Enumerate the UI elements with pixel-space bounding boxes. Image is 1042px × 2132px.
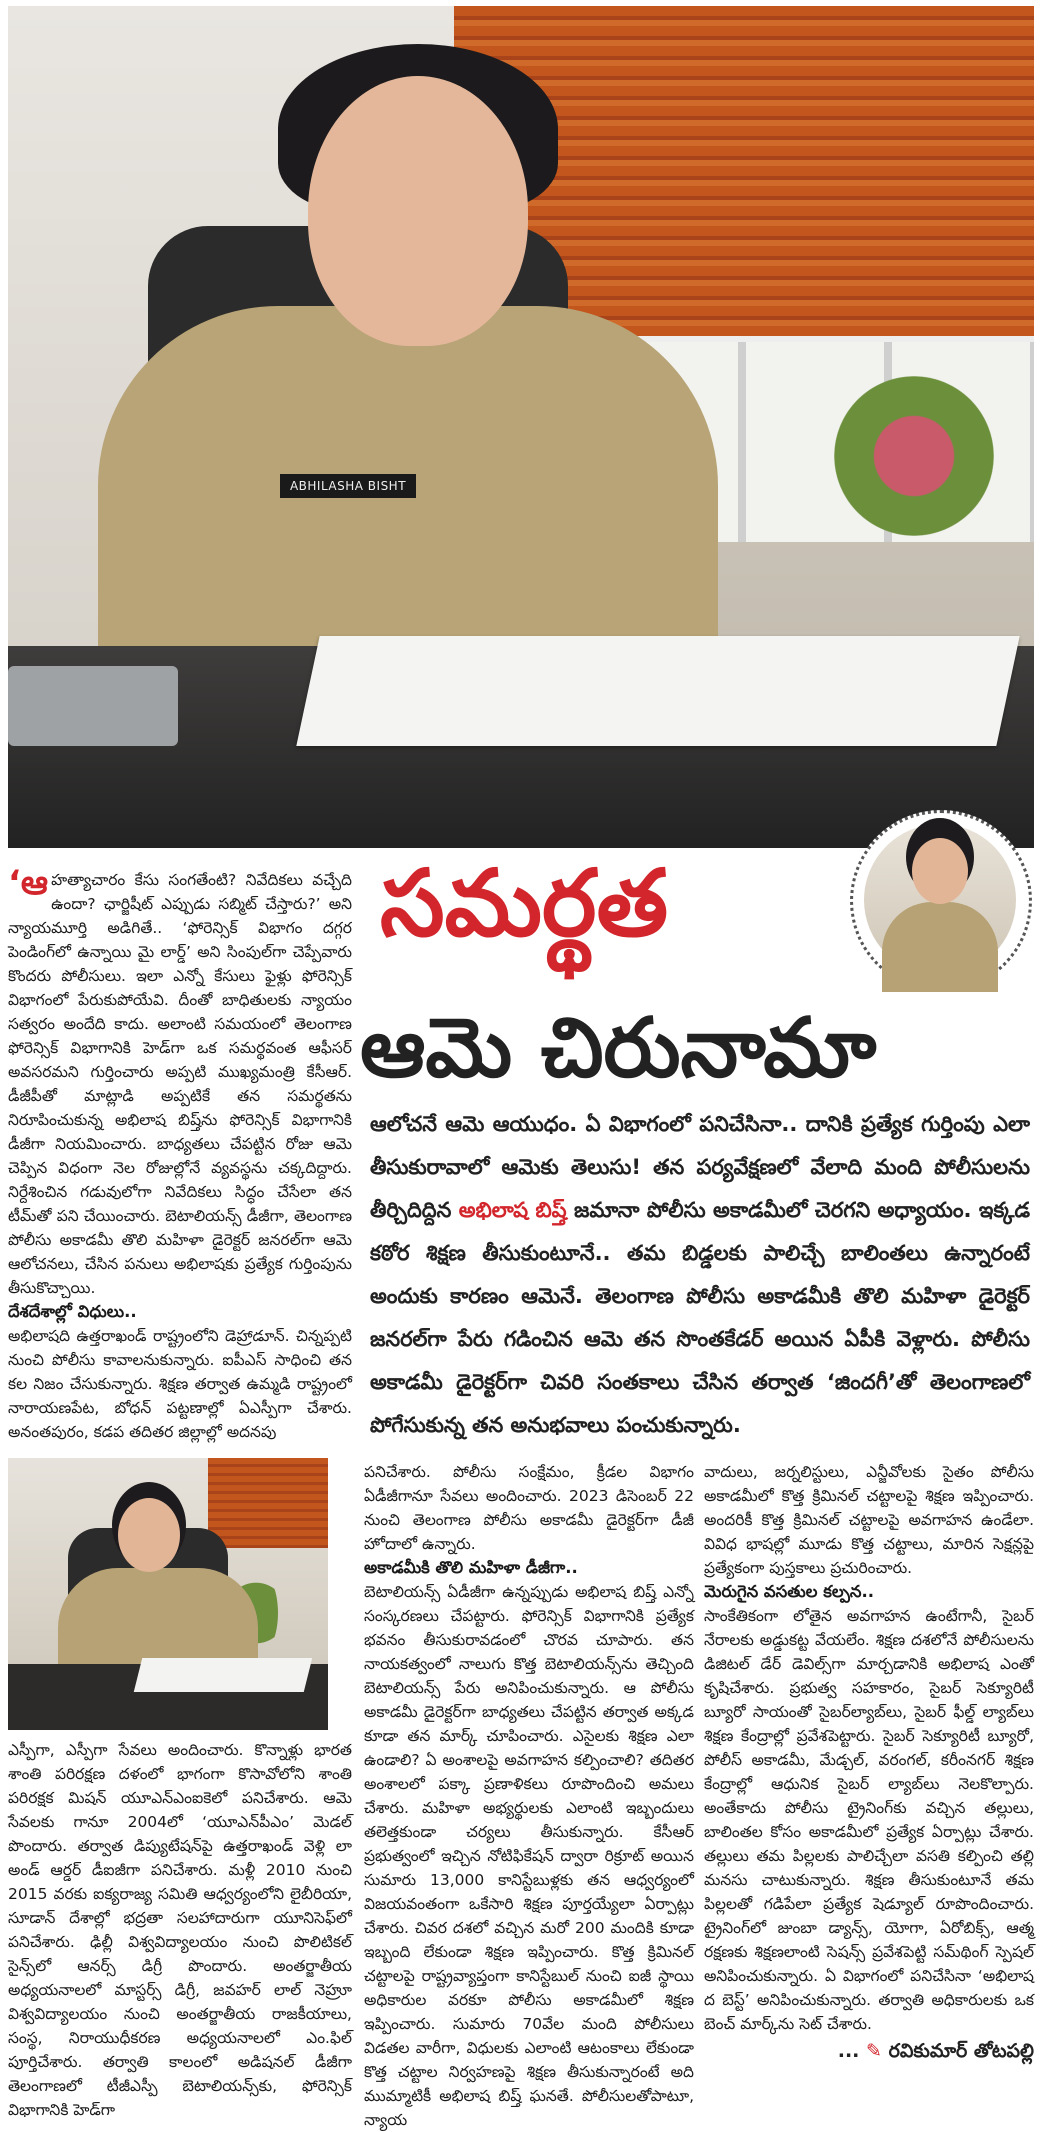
paragraph-facilities: సాంకేతికంగా లోతైన అవగాహన ఉంటేగానీ, సైబర్ నేరాలకు అడ్డుకట్ట వేయలేం. శిక్షణ దశలోనే పోలీసులను డిజిటల్ డేర్ డెవిల్స్‌గా మార్చడానికి అభిలాష ఎంతో కృషిచేశారు. ప్రభుత్వ సహకారం, సైబర్ సెక్యూరిటీ బ్యూరో సాయంతో సైబర్‌ల్యాబ్‌లు, సైబర్ ఫీల్డ్ ల్యాబ్‌లు శిక్షణ కేంద్రాల్లో ప్రవేశపెట్టారు. సైబర్ సెక్యూరిటీ బ్యూరో, పోలీస్ అకాడమీ, మేడ్చల్, వరంగల్, కరీంనగర్ శిక్షణ కేంద్రాల్లో ఆధునిక సైబర్ ల్యాబ్‌లు నెలకొల్పారు. అంతేకాదు పోలీసు ట్రైనింగ్‌కు వచ్చిన తల్లులు, బాలింతల కోసం అకాడమీలో ప్రత్యేక ఏర్పాట్లు చేశారు. తల్లులు తమ పిల్లలకు పాలిచ్చేలా వసతి కల్పించి తల్లి మనసు చాటుకున్నారు. శిక్షణ తీసుకుంటూనే తమ పిల్లలతో గడిపేలా ప్రత్యేక షెడ్యూల్ రూపొందించారు. ట్రైనింగ్‌లో జుంబా డ్యాన్స్, యోగా, ఏరోబిక్స్, ఆత్మ రక్షణకు శిక్షణలాంటి సెషన్స్ ప్రవేశపెట్టి సమ్‌థింగ్ స్పెషల్ అనిపించుకున్నారు. ఏ విభాగంలో పనిచేసినా ‘అభిలాష ద బెస్ట్’ అనిపించుకున్నారు. తర్వాతి అధికారులకు ఒక బెంచ్ మార్క్‌ను సెట్ చేశారు. xyxy=(704,1607,1034,2033)
column-2 xyxy=(364,1460,694,2129)
intro-text-before: ఆలోచనే ఆమె ఆయుధం. ఏ విభాగంలో పనిచేసినా.. దానికి ప్రత్యేక గుర్తింపు ఎలా తీసుకురావాలో ఆమెకు తెలుసు! తన పర్యవేక్షణలో వేలాది మంది పోలీసులను తీర్చిదిద్దిన xyxy=(370,1112,1030,1222)
inset-portrait-face xyxy=(912,838,968,904)
opening-paragraph xyxy=(8,863,352,1300)
subhead-first-woman-dg: అకాడమీకి తొలి మహిళా డీజీగా.. xyxy=(364,1558,578,1577)
photo-papers xyxy=(296,636,1019,746)
headline-secondary: ఆమె చిరునామా xyxy=(360,1001,877,1096)
byline-dots: ... xyxy=(837,2040,860,2062)
paragraph-career: ఎస్పీగా, ఎస్పీగా సేవలు అందించారు. కొన్నాళ్లు భారత శాంతి పరిరక్షణ దళంలో భాగంగా కొసావోలోని శాంతి పరిరక్షక మిషన్ యూఎన్ఎంఐకెలో పనిచేశారు. ఆమె సేవలకు గానూ 2004లో ‘యూఎన్‌పీఎం’ మెడల్ పొందారు. తర్వాత డిప్యుటేషన్‌పై ఉత్తరాఖండ్ వెళ్లి లా అండ్ ఆర్డర్ డీఐజీగా పనిచేశారు. మళ్లీ 2010 నుంచి 2015 వరకు ఐక్యరాజ్య సమితి ఆధ్వర్యంలోని లైబీరియా, సూడాన్ దేశాల్లో భద్రతా సలహాదారుగా యూనిసెఫ్‌లో పనిచేశారు. ఢిల్లీ విశ్వవిద్యాలయం నుంచి పొలిటికల్ సైన్స్‌లో ఆనర్స్ డిగ్రీ పొందారు. అంతర్జాతీయ అధ్యయనాలలో మాస్టర్స్ డిగ్రీ, జవహర్ లాల్ నెహ్రూ విశ్వవిద్యాలయం నుంచి అంతర్జాతీయ రాజకీయాలు, సంస్థ, నిరాయుధీకరణ అధ్యయనాలలో ఎం.ఫిల్ పూర్తిచేశారు. తర్వాతి కాలంలో అడిషనల్ డీజీగా తెలంగాణలో టీజీఎస్పీ బెటాలియన్స్‌కు, ఫోరెన్సిక్ విభాగానికి హెడ్‌గా xyxy=(8,1741,352,2119)
photo-laptop xyxy=(8,666,178,746)
byline-author: రవికుమార్ తోటపల్లి xyxy=(888,2040,1034,2062)
secondary-photo xyxy=(8,1458,328,1730)
secondary-photo-face xyxy=(118,1498,180,1572)
drop-cap: ‘ఆ xyxy=(8,863,49,903)
hero-photo xyxy=(8,6,1034,848)
intro-paragraph xyxy=(370,1103,1030,1447)
subhead-duties-abroad: దేశదేశాల్లో విధులు.. xyxy=(8,1302,137,1321)
pen-icon: ✎ xyxy=(866,2040,882,2062)
subhead-facilities: మెరుగైన వసతుల కల్పన.. xyxy=(704,1582,875,1601)
paragraph-training: వాదులు, జర్నలిస్టులు, ఎన్జీవోలకు సైతం పోలీసు అకాడమీలో కొత్త క్రిమినల్ చట్టాలపై శిక్షణ ఇప్పించారు. అందరికీ కొత్త క్రిమినల్ చట్టాలపై అవగాహన ఉండేలా. వివిధ భాషల్లో మూడు కొత్త చట్టాలు, మారిన సెక్షన్లపై ప్రత్యేకంగా పుస్తకాలు ప్రచురించారు. xyxy=(704,1463,1034,1577)
secondary-photo-blinds xyxy=(208,1458,328,1548)
column-1-lower xyxy=(8,1738,352,2119)
byline xyxy=(800,2040,1034,2067)
inset-portrait-photo xyxy=(864,824,1016,976)
opening-paragraph-text: హత్యాచారం కేసు సంగతేంటి? నివేదికలు వచ్చేది ఉందా? ఛార్జిషీట్ ఎప్పుడు సబ్మిట్ చేస్తారు?’ అని న్యాయమూర్తి అడిగితే.. ‘ఫోరెన్సిక్ విభాగం దగ్గర పెండింగ్‌లో ఉన్నాయి మై లార్డ్’ అని సింపుల్‌గా చెప్పేవారు కొందరు పోలీసులు. ఇలా ఎన్నో కేసులు ఫైళ్లు ఫోరెన్సిక్ విభాగంలో పేరుకుపోయేవి. దీంతో బాధితులకు న్యాయం సత్వరం అందేది కాదు. అలాంటి సమయంలో తెలంగాణ ఫోరెన్సిక్ విభాగానికి హెడ్‌గా ఒక సమర్థవంత ఆఫీసర్ అవసరమని గుర్తించారు అప్పటి ముఖ్యమంత్రి కేసీఆర్. డీజీపీతో మాట్లాడి అప్పటికే తన సమర్థతను నిరూపించుకున్న అభిలాష బిష్త్‌ను ఫోరెన్సిక్ విభాగానికి డీజీగా నియమించారు. బాధ్యతలు చేపట్టిన రోజు ఆమె చెప్పిన విధంగా నెల రోజుల్లోనే వ్యవస్థను చక్కదిద్దారు. నిర్దేశించిన గడువులోగా నివేదికలు సిద్ధం చేసేలా తన టీమ్‌తో పని చేయించారు. బెటాలియన్స్ డీజీగా, తెలంగాణ పోలీసు అకాడమీ తొలి మహిళా డైరెక్టర్ జనరల్‌గా ఆమె ఆలోచనలు, చేసిన పనులు అభిలాషకు ప్రత్యేక గుర్తింపును తీసుకొచ్చాయి. xyxy=(8,871,352,1297)
column-1-upper xyxy=(8,863,352,1448)
uniform-nameplate: ABHILASHA BISHT xyxy=(280,474,416,498)
intro-highlight-name: అభిలాష బిష్త్ xyxy=(458,1198,567,1222)
inset-portrait-uniform xyxy=(882,902,998,992)
paragraph-reforms: బెటాలియన్స్ ఏడీజీగా ఉన్నప్పుడు అభిలాష బిష్త్ ఎన్నో సంస్కరణలు చేపట్టారు. ఫోరెన్సిక్ విభాగానికి ప్రత్యేక భవనం తీసుకురావడంలో చొరవ చూపారు. తన నాయకత్వంలో నాలుగు కొత్త బెటాలియన్స్‌ను తెచ్చింది బెటాలియన్స్ పేరు అనిపించుకున్నారు. ఆ పోలీసు అకాడమీ డైరెక్టర్‌గా బాధ్యతలు చేపట్టిన తర్వాత అక్కడ కూడా తన మార్క్ చూపించారు. ఎసైలకు శిక్షణ ఎలా ఉండాలి? ఏ అంశాలపై అవగాహన కల్పించాలి? తదితర అంశాలలో పక్కా ప్రణాళికలు రూపొందించి అమలు చేశారు. మహిళా అభ్యర్థులకు ఎలాంటి ఇబ్బందులు తలెత్తకుండా చర్యలు తీసుకున్నారు. కేసీఆర్ ప్రభుత్వంలో ఇచ్చిన నోటిఫికేషన్ ద్వారా రిక్రూట్ అయిన సుమారు 13,000 కానిస్టేబుళ్లకు తన ఆధ్వర్యంలో విజయవంతంగా ఒకేసారి శిక్షణ పూర్తయ్యేలా ఏర్పాట్లు చేశారు. చివర దశలో వచ్చిన మరో 200 మందికి కూడా ఇబ్బంది లేకుండా శిక్షణ ఇప్పించారు. కొత్త క్రిమినల్ చట్టాలపై రాష్ట్రవ్యాప్తంగా కానిస్టేబుల్ నుంచి ఐజీ స్థాయి అధికారుల వరకూ పోలీసు అకాడమీలో శిక్షణ ఇప్పించారు. సుమారు 70వేల మంది పోలీసులు విడతల వారీగా, విధులకు ఎలాంటి ఆటంకాలు లేకుండా కొత్త చట్టాల నిర్వహణపై శిక్షణ తీసుకున్నారంటే అది ముమ్మాటికీ అభిలాష బిష్త్ ఘనతే. పోలీసులతోపాటూ, న్యాయ xyxy=(364,1583,694,2129)
paragraph-origins: అభిలాషది ఉత్తరాఖండ్ రాష్ట్రంలోని డెహ్రాడూన్. చిన్నప్పటి నుంచి పోలీసు కావాలనుకున్నారు. ఐపీఎస్ సాధించి తన కల నిజం చేసుకున్నారు. శిక్షణ తర్వాత ఉమ్మడి రాష్ట్రంలో నారాయణపేట, బోధన్ పట్టణాల్లో ఏఎస్పీగా చేశారు. అనంతపురం, కడప తదితర జిల్లాల్లో అదనపు xyxy=(8,1327,352,1441)
paragraph-service: పనిచేశారు. పోలీసు సంక్షేమం, క్రీడల విభాగం ఏడీజీగానూ సేవలు అందించారు. 2023 డిసెంబర్ 22 నుంచి తెలంగాణ పోలీసు అకాడమీ డైరెక్టర్‌గా డీజీ హోదాలో ఉన్నారు. xyxy=(364,1463,694,1553)
column-3 xyxy=(704,1460,1034,2036)
headline-main: సమర్థత xyxy=(380,850,669,957)
photo-plant xyxy=(834,376,994,536)
secondary-photo-papers xyxy=(134,1658,312,1692)
photo-officer-face xyxy=(308,76,528,346)
intro-text-after: జమానా పోలీసు అకాడమీలో చెరగని అధ్యాయం. ఇక్కడ కఠోర శిక్షణ తీసుకుంటూనే.. తమ బిడ్డలకు పాలిచ్చే బాలింతలు ఉన్నారంటే అందుకు కారణం ఆమెనే. తెలంగాణ పోలీసు అకాడమీకి తొలి మహిళా డైరెక్టర్ జనరల్‌గా పేరు గడించిన ఆమె తన సొంతకేడర్ అయిన ఏపీకి వెళ్లారు. పోలీసు అకాడమీ డైరెక్టర్‌గా చివరి సంతకాలు చేసిన తర్వాత ‘జిందగీ’తో తెలంగాణలో పోగేసుకున్న తన అనుభవాలు పంచుకున్నారు. xyxy=(370,1198,1030,1437)
